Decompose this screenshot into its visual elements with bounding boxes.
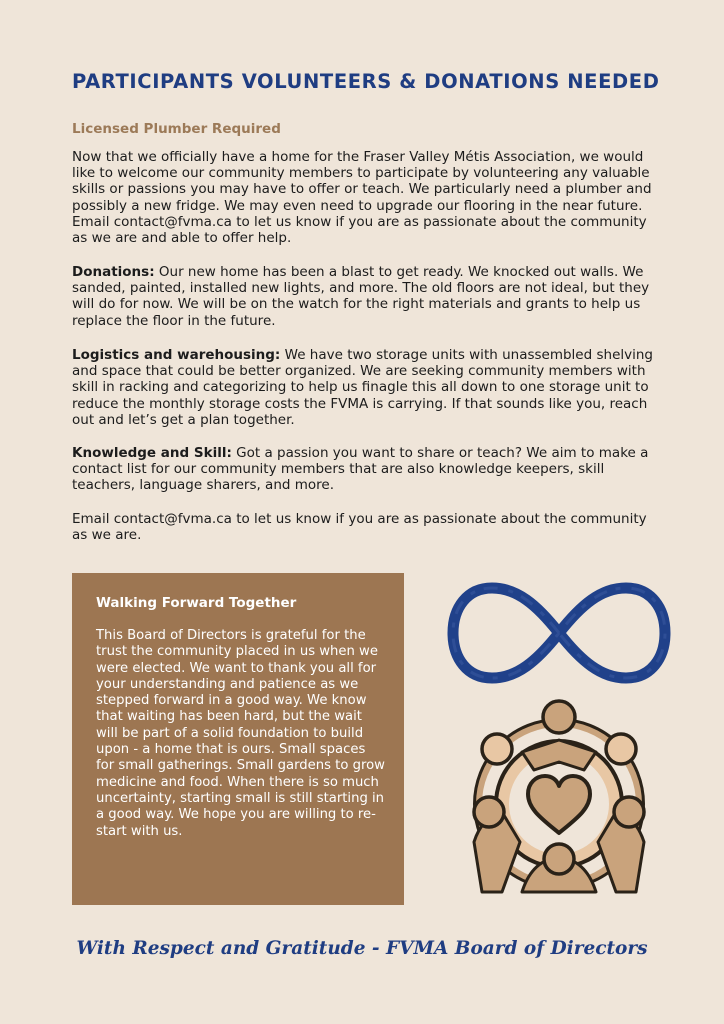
donations-label: Donations: xyxy=(72,264,155,280)
community-circle-heart-icon xyxy=(462,692,656,906)
paragraph-donations xyxy=(72,264,657,329)
subheading-plumber: Licensed Plumber Required xyxy=(72,121,281,137)
callout-text: This Board of Directors is grateful for the trust the community placed in us when we were elected. We want to thank you all for your understanding and patience as we stepped forward in a good way. We know that waiting has been hard, but the wait will be part of a solid foundation to build upon - a home that is ours. Small spaces for small gatherings. Small gardens to grow medicine and food. When there is so much uncertainty, starting small is still starting in a good way. We hope you are willing to re-start with us. xyxy=(96,628,385,839)
callout-box xyxy=(72,573,404,905)
signature-line: With Respect and Gratitude - FVMA Board of Directors xyxy=(76,938,648,959)
paragraph-logistics xyxy=(72,347,657,428)
callout-title: Walking Forward Together xyxy=(96,595,297,611)
infinity-icon xyxy=(447,580,671,686)
paragraph-plumber: Now that we officially have a home for the Fraser Valley Métis Association, we would like to welcome our community members to participate by volunteering any valuable skills or passions you may have to offer or teach. We particularly need a plumber and possibly a new fridge. We may even need to upgrade our flooring in the near future. Email contact@fvma.ca to let us know if you are as passionate about the community as we are and able to offer help. xyxy=(72,149,652,247)
logistics-label: Logistics and warehousing: xyxy=(72,347,281,363)
donations-text: Our new home has been a blast to get ready. We knocked out walls. We sanded, painted, installed new lights, and more. The old floors are not ideal, but they will do for now. We will be on the watch for the right materials and grants to help us replace the floor in the future. xyxy=(72,264,650,329)
page-title: PARTICIPANTS VOLUNTEERS & DONATIONS NEEDED xyxy=(72,70,660,93)
knowledge-label: Knowledge and Skill: xyxy=(72,445,232,461)
paragraph-knowledge xyxy=(72,445,657,494)
paragraph-email-closing: Email contact@fvma.ca to let us know if you are as passionate about the community as we are. xyxy=(72,511,647,544)
logistics-text: We have two storage units with unassembled shelving and space that could be better organized. We are seeking community members with skill in racking and categorizing to help us finagle this all down to one storage unit to reduce the monthly storage costs the FVMA is carrying. If that sounds like you, reach out and let’s get a plan together. xyxy=(72,347,653,428)
knowledge-text: Got a passion you want to share or teach? We aim to make a contact list for our community members that are also knowledge keepers, skill teachers, language sharers, and more. xyxy=(72,445,649,494)
